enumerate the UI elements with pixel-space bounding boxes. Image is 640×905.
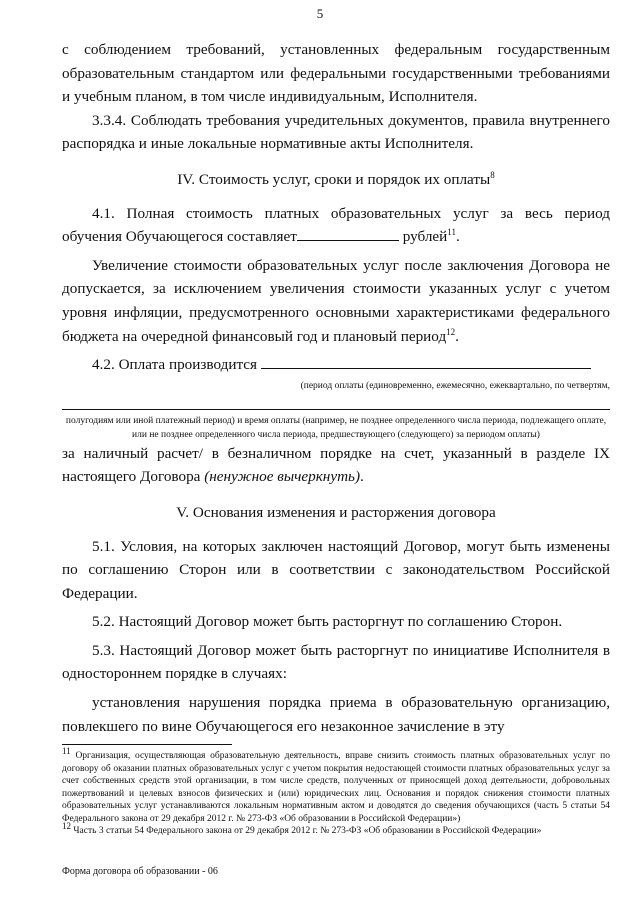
footnote-11-text: Организация, осуществляющая образовательную деятельность, вправе снизить стоимость платных образовательных услуг по договору об оказании платных образовательных услуг с учетом покрытия недостающей стоимости платных образовательных услуг за счет собственных средств этой организации, в том числе средств, полученных от приносящей доход деятельности, добровольных пожертвований и целевых взносов физических и (или) юридических лиц. Основания и порядок снижения стоимости платных образовательных услуг устанавливаются локальным нормативным актом и доводятся до сведения обучающихся (часть 5 статьи 54 Федерального закона от 29 декабря 2012 г. № 273-ФЗ «Об образовании в Российской Федерации») bbox=[62, 751, 610, 824]
paragraph-4-2 bbox=[62, 353, 610, 377]
page-footer: Форма договора об образовании - 06 bbox=[62, 866, 218, 877]
paragraph-cost-increase bbox=[62, 254, 610, 348]
strike-out-note: (ненужное вычеркнуть) bbox=[204, 468, 361, 486]
paragraph-4-1 bbox=[62, 202, 610, 249]
paragraph-5-3: 5.3. Настоящий Договор может быть расторгнут по инициативе Исполнителя в одностороннем порядке в случаях: bbox=[62, 641, 610, 683]
footnote-11-number: 11 bbox=[62, 745, 71, 756]
paragraph-4-2-text: 4.2. Оплата производится bbox=[92, 356, 258, 374]
paragraph-5-2: 5.2. Настоящий Договор может быть расторгнут по соглашению Сторон. bbox=[92, 613, 563, 631]
payment-method-text: за наличный расчет/ в безналичном порядке на счет, указанный в разделе IX настоящего Договора bbox=[62, 444, 610, 486]
payment-method-end: . bbox=[360, 468, 364, 486]
paragraph-3-3-4: 3.3.4. Соблюдать требования учредительных документов, правила внутреннего распорядка и иные локальные нормативные акты Исполнителя. bbox=[62, 111, 610, 153]
paragraph-cost-increase-text: Увеличение стоимости образовательных услуг после заключения Договора не допускается, за исключением увеличения стоимости указанных услуг с учетом уровня инфляции, предусмотренного основными характеристиками федерального бюджета на очередной финансовый год и плановый период bbox=[62, 256, 610, 345]
payment-period-hint: (период оплаты (единовременно, ежемесячно, ежеквартально, по четвертям, bbox=[300, 380, 610, 391]
rubles-label: рублей bbox=[402, 228, 448, 246]
footnote-ref-11: 11 bbox=[447, 227, 456, 238]
cost-blank-field bbox=[297, 226, 399, 241]
footnote-ref-8: 8 bbox=[490, 169, 495, 180]
footnote-ref-12: 12 bbox=[446, 326, 456, 337]
footnote-separator bbox=[62, 744, 232, 745]
document-body bbox=[62, 38, 610, 738]
section-5-heading: V. Основания изменения и расторжения договора bbox=[176, 503, 496, 521]
section-4-title: IV. Стоимость услуг, сроки и порядок их оплаты bbox=[177, 170, 491, 188]
paragraph-5-1: 5.1. Условия, на которых заключен настоящий Договор, могут быть изменены по соглашению Сторон или в соответствии с законодательством Российской Федерации. bbox=[62, 537, 610, 602]
page-number: 5 bbox=[316, 6, 324, 21]
payment-period-blank-field bbox=[261, 354, 591, 369]
footnotes bbox=[62, 745, 610, 838]
paragraph-requirements: с соблюдением требований, установленных федеральным государственным образовательным стандартом или федеральными государственными требованиями и учебным планом, в том числе индивидуальным, Исполнителя. bbox=[62, 41, 610, 106]
footnote-11 bbox=[62, 745, 610, 825]
paragraph-4-1-end: . bbox=[455, 228, 460, 246]
paragraph-admission-violation: установления нарушения порядка приема в образовательную организацию, повлекшего по вине Обучающегося его незаконное зачисление в эту bbox=[62, 694, 610, 735]
paragraph-4-1-text: 4.1. Полная стоимость платных образовательных услуг за весь период обучения Обучающегося составляет bbox=[62, 204, 610, 246]
paragraph-cost-increase-end: . bbox=[455, 327, 459, 345]
footnote-12 bbox=[62, 820, 610, 838]
payment-blank-line bbox=[62, 393, 610, 410]
paragraph-payment-method bbox=[62, 442, 610, 489]
footnote-12-text: Часть 3 статьи 54 Федерального закона от 29 декабря 2012 г. № 273-ФЗ «Об образовании в Российской Федерации» bbox=[73, 826, 542, 836]
section-4-heading bbox=[62, 168, 610, 192]
payment-time-hint: полугодиям или иной платежный период) и время оплаты (например, не позднее определенного числа периода, подлежащего оплате, или не позднее определенного числа периода, предшествующего (следующего) за периодом оплаты) bbox=[65, 415, 607, 440]
footnote-12-number: 12 bbox=[62, 820, 71, 831]
